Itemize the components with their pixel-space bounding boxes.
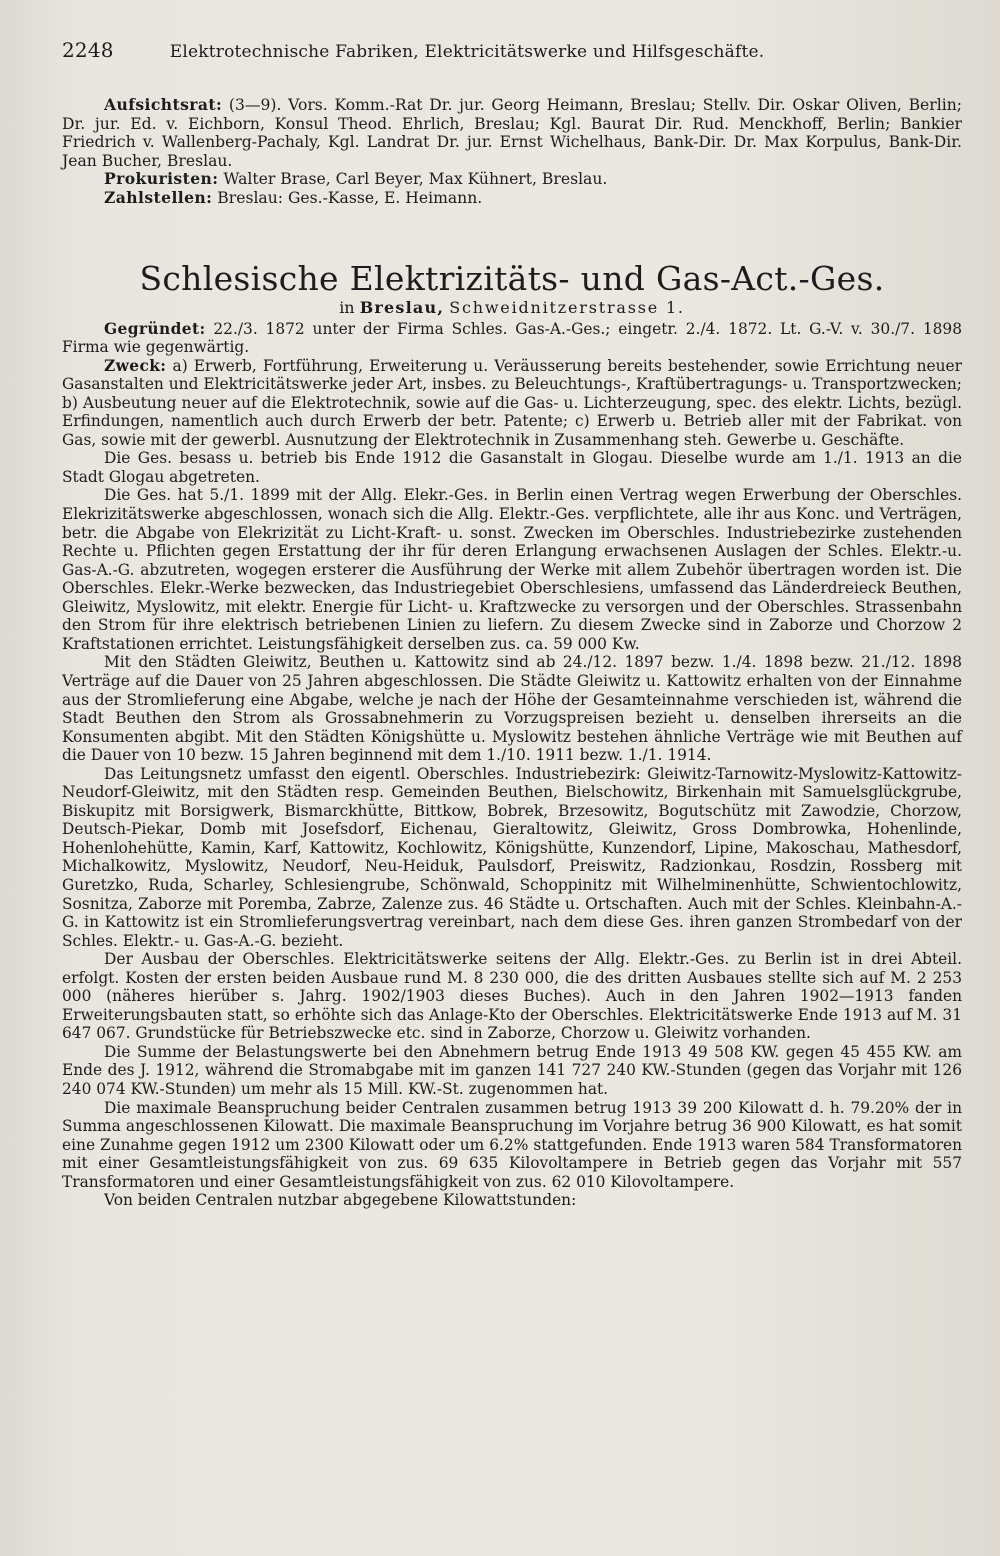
prokuristen-text: Walter Brase, Carl Beyer, Max Kühnert, Breslau.: [223, 170, 608, 189]
company-title: Schlesische Elektrizitäts- und Gas-Act.-Ges.: [139, 258, 885, 298]
location-prefix: in: [339, 297, 355, 317]
glogau-paragraph: Die Ges. besass u. betrieb bis Ende 1912 die Gasanstalt in Glogau. Dieselbe wurde am 1./1. 1913 an die Stadt Glogau abgetreten.: [62, 449, 962, 486]
expansion-paragraph: Der Ausbau der Oberschles. Elektricitätswerke seitens der Allg. Elektr.-Ges. zu Berlin ist in drei Abteil. erfolgt. Kosten der ersten beiden Ausbaue rund M. 8 230 000, die des dritten Ausbaues stellte sich auf M. 2 253 000 (näheres hierüber s. Jahrg. 1902/1903 dieses Buches). Auch in den Jahren 1902—1913 fanden Erweiterungsbauten statt, so erhöhte sich das Anlage-Kto der Oberschles. Elektricitätswerke Ende 1913 auf M. 31 647 067. Grundstücke für Betriebszwecke etc. sind in Zaborze, Chorzow u. Gleiwitz vorhanden.: [62, 950, 962, 1043]
load-values-paragraph: Die Summe der Belastungswerte bei den Abnehmern betrug Ende 1913 49 508 KW. gegen 45 455 KW. am Ende des J. 1912, während die Stromabgabe mit im ganzen 141 727 240 KW.-Stunden (gegen das Vorjahr mit 126 240 074 KW.-Stunden) um mehr als 15 Mill. KW.-St. zugenommen hat.: [62, 1042, 962, 1098]
zahlstellen-paragraph: [62, 189, 962, 208]
network-paragraph: Das Leitungsnetz umfasst den eigentl. Oberschles. Industriebezirk: Gleiwitz-Tarnowitz-Myslowitz-Kattowitz-Neudorf-Gleiwitz, mit den Städten resp. Gemeinden Beuthen, Bielschowitz, Birkenhain mit Samuelsglückgrube, Biskupitz mit Borsigwerk, Bismarckhütte, Bittkow, Bobrek, Brzesowitz, Bogutschütz mit Zawodzie, Chorzow, Deutsch-Piekar, Domb mit Josefsdorf, Eichenau, Gieraltowitz, Gleiwitz, Gross Dombrowka, Hohenlinde, Hohenlohehütte, Kamin, Karf, Kattowitz, Kochlowitz, Königshütte, Kunzendorf, Lipine, Makoschau, Mathesdorf, Michalkowitz, Myslowitz, Neudorf, Neu-Heiduk, Paulsdorf, Preiswitz, Radzionkau, Rosdzin, Rossberg mit Guretzko, Ruda, Scharley, Schlesiengrube, Schönwald, Schoppinitz mit Wilhelminenhütte, Schwientochlowitz, Sosnitza, Zaborze mit Poremba, Zabrze, Zalenze zus. 46 Städte u. Ortschaften. Auch mit der Schles. Kleinbahn-A.-G. in Kattowitz ist ein Stromlieferungsvertrag vereinbart, nach dem diese Ges. ihren ganzen Strombedarf von der Schles. Elektr.- u. Gas-A.-G. bezieht.: [62, 764, 962, 950]
gegruendet-text: 22./3. 1872 unter der Firma Schles. Gas-A.-Ges.; eingetr. 2./4. 1872. Lt. G.-V. v. 30./7. 1898 Firma wie gegenwärtig.: [62, 319, 962, 357]
aeg-contract-paragraph: Die Ges. hat 5./1. 1899 mit der Allg. Elekr.-Ges. in Berlin einen Vertrag wegen Erwerbung der Oberschles. Elekrizitätswerke abgeschlossen, wonach sich die Allg. Elektr.-Ges. verpflichtete, alle ihr aus Konc. und Verträgen, betr. die Abgabe von Elekrizität zu Licht-Kraft- u. sonst. Zwecken im Oberschles. Industriebezirke zustehenden Rechte u. Pflichten gegen Erstattung der ihr für deren Erlangung erwachsenen Auslagen der Schles. Elektr.-u. Gas-A.-G. abzutreten, wogegen ersterer die Ausführung der Werke mit allem Zubehör übertragen worden ist. Die Oberschles. Elekr.-Werke bezwecken, das Industriegebiet Oberschlesiens, umfassend das Länderdreieck Beuthen, Gleiwitz, Myslowitz, mit elektr. Energie für Licht- u. Kraftzwecke zu versorgen und der Oberschles. Strassenbahn den Strom für ihre elektrisch betriebenen Linien zu liefern. Zu diesem Zwecke sind in Zaborze und Chorzow 2 Kraftstationen errichtet. Leistungsfähigkeit derselben zus. ca. 59 000 Kw.: [62, 486, 962, 653]
aufsichtsrat-label: Aufsichtsrat:: [104, 95, 223, 114]
page-header: [62, 38, 962, 72]
company-body: [62, 320, 962, 1210]
previous-company-tail: [62, 96, 962, 208]
gegruendet-paragraph: [62, 320, 962, 357]
company-street: Schweidnitzerstrasse 1.: [449, 297, 685, 317]
zahlstellen-text: Breslau: Ges.-Kasse, E. Heimann.: [217, 188, 483, 207]
aufsichtsrat-paragraph: [62, 96, 962, 170]
company-address: [62, 298, 962, 318]
company-city: Breslau,: [359, 297, 445, 317]
aufsichtsrat-text: (3—9). Vors. Komm.-Rat Dr. jur. Georg Heimann, Breslau; Stellv. Dir. Oskar Oliven, Berlin; Dr. jur. Ed. v. Eichborn, Konsul Theod. Ehrlich, Breslau; Kgl. Baurat Dir. Rud. Menckhoff, Berlin; Bankier Friedrich v. Wallenberg-Pachaly, Kgl. Landrat Dr. jur. Ernst Wichelhaus, Bank-Dir. Dr. Max Korpulus, Bank-Dir. Jean Bucher, Breslau.: [62, 96, 962, 170]
running-title: Elektrotechnische Fabriken, Elektricitätswerke und Hilfsgeschäfte.: [169, 42, 765, 62]
zahlstellen-label: Zahlstellen:: [104, 187, 213, 207]
city-contracts-paragraph: Mit den Städten Gleiwitz, Beuthen u. Kattowitz sind ab 24./12. 1897 bezw. 1./4. 1898 bezw. 21./12. 1898 Verträge auf die Dauer von 25 Jahren abgeschlossen. Die Städte Gleiwitz u. Kattowitz erhalten von der Einnahme aus der Stromlieferung eine Abgabe, welche je nach der Höhe der Gesamteinnahme verschieden ist, während die Stadt Beuthen den Strom als Grossabnehmerin zu Vorzugspreisen bezieht u. denselben ihrerseits an die Konsumenten abgibt. Mit den Städten Königshütte u. Myslowitz bestehen ähnliche Verträge wie mit Beuthen auf die Dauer von 10 bezw. 15 Jahren beginnend mit dem 1./10. 1911 bezw. 1./1. 1914.: [62, 653, 962, 765]
zweck-label: Zweck:: [104, 356, 167, 375]
kwh-heading-paragraph: Von beiden Centralen nutzbar abgegebene Kilowattstunden:: [104, 1191, 577, 1210]
max-load-paragraph: Die maximale Beanspruchung beider Centralen zusammen betrug 1913 39 200 Kilowatt d. h. 79.20% der in Summa angeschlossenen Kilowatt. Die maximale Beanspruchung im Vorjahre betrug 36 900 Kilowatt, es hat somit eine Zunahme gegen 1912 um 2300 Kilowatt oder um 6.2% stattgefunden. Ende 1913 waren 584 Transformatoren mit einer Gesamtleistungsfähigkeit von zus. 69 635 Kilovoltampere in Betrieb gegen das Vorjahr mit 557 Transformatoren und einer Gesamtleistungsfähigkeit von zus. 62 010 Kilovoltampere.: [62, 1098, 962, 1191]
zweck-text: a) Erwerb, Fortführung, Erweiterung u. Veräusserung bereits bestehender, sowie Errichtung neuer Gasanstalten und Elektricitätswerke jeder Art, insbes. zu Beleuchtungs-, Kraftübertragungs- u. Transportzwecken; b) Ausbeutung neuer auf die Elektrotechnik, sowie auf die Gas- u. Lichterzeugung, spec. des elektr. Lichts, bezügl. Erfindungen, namentlich auch durch Erwerb der betr. Patente; c) Erwerb u. Betrieb aller mit der Fabrikat. von Gas, sowie mit der gewerbl. Ausnutzung der Elektrotechnik in Zusammenhang steh. Gewerbe u. Geschäfte.: [62, 356, 962, 449]
prokuristen-label: Prokuristen:: [104, 169, 219, 189]
zweck-paragraph: [62, 357, 962, 450]
page-number: 2248: [62, 38, 114, 62]
prokuristen-paragraph: [62, 170, 962, 189]
gegruendet-label: Gegründet:: [104, 319, 206, 338]
